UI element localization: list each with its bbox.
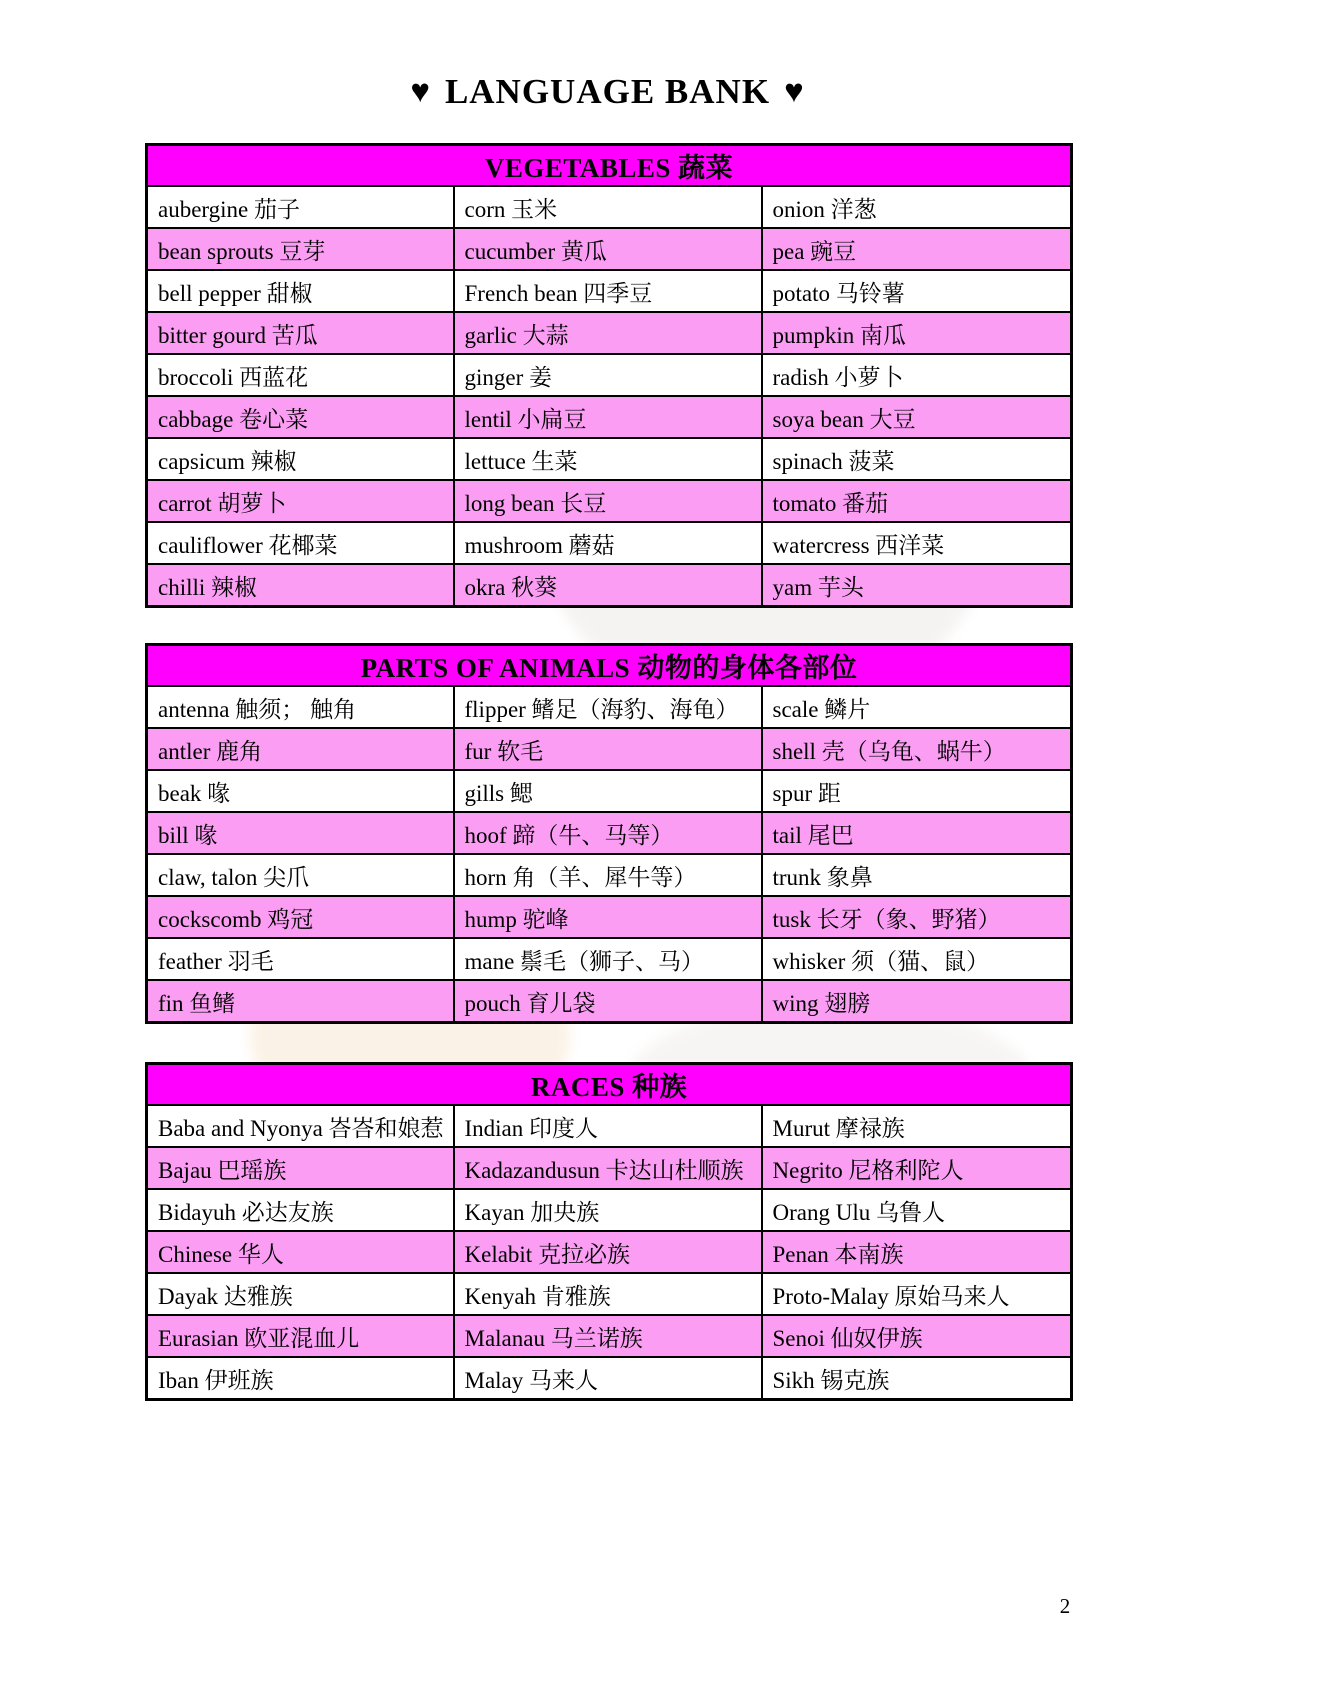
heart-left-icon: ♥ <box>410 74 431 110</box>
table-cell: French bean 四季豆 <box>454 270 762 312</box>
table-cell: tomato 番茄 <box>762 480 1072 522</box>
table-cell: trunk 象鼻 <box>762 854 1072 896</box>
table-row <box>147 480 1072 522</box>
table-cell: watercress 西洋菜 <box>762 522 1072 564</box>
table-cell: Dayak 达雅族 <box>147 1273 454 1315</box>
table-cell: wing 翅膀 <box>762 980 1072 1023</box>
table-cell: corn 玉米 <box>454 186 762 228</box>
table-cell: onion 洋葱 <box>762 186 1072 228</box>
table-cell: spinach 菠菜 <box>762 438 1072 480</box>
table-cell: hoof 蹄（牛、马等） <box>454 812 762 854</box>
table-parts-of-animals <box>145 643 1073 1024</box>
table-cell: Indian 印度人 <box>454 1105 762 1147</box>
table-vegetables <box>145 143 1073 608</box>
table-cell: Murut 摩禄族 <box>762 1105 1072 1147</box>
table-cell: Iban 伊班族 <box>147 1357 454 1400</box>
table-cell: Senoi 仙奴伊族 <box>762 1315 1072 1357</box>
table-cell: cucumber 黄瓜 <box>454 228 762 270</box>
table-cell: okra 秋葵 <box>454 564 762 607</box>
table-cell: feather 羽毛 <box>147 938 454 980</box>
table-cell: bitter gourd 苦瓜 <box>147 312 454 354</box>
table-cell: Malay 马来人 <box>454 1357 762 1400</box>
table-cell: bean sprouts 豆芽 <box>147 228 454 270</box>
table-title: PARTS OF ANIMALS 动物的身体各部位 <box>147 645 1072 687</box>
table-cell: Malanau 马兰诺族 <box>454 1315 762 1357</box>
table-cell: cauliflower 花椰菜 <box>147 522 454 564</box>
table-cell: pea 豌豆 <box>762 228 1072 270</box>
heart-right-icon: ♥ <box>784 74 805 110</box>
table-row <box>147 438 1072 480</box>
table-row <box>147 186 1072 228</box>
table-cell: cockscomb 鸡冠 <box>147 896 454 938</box>
table-cell: cabbage 卷心菜 <box>147 396 454 438</box>
table-cell: tusk 长牙（象、野猪） <box>762 896 1072 938</box>
table-row <box>147 1273 1072 1315</box>
table-cell: Negrito 尼格利陀人 <box>762 1147 1072 1189</box>
table-cell: horn 角（羊、犀牛等） <box>454 854 762 896</box>
table-cell: Chinese 华人 <box>147 1231 454 1273</box>
table-header-row <box>147 145 1072 187</box>
table-row <box>147 1189 1072 1231</box>
table-cell: Bidayuh 必达友族 <box>147 1189 454 1231</box>
table-cell: pumpkin 南瓜 <box>762 312 1072 354</box>
table-row <box>147 564 1072 607</box>
table-row <box>147 396 1072 438</box>
table-row <box>147 770 1072 812</box>
table-cell: antenna 触须； 触角 <box>147 686 454 728</box>
table-row <box>147 354 1072 396</box>
table-cell: pouch 育儿袋 <box>454 980 762 1023</box>
table-cell: Kenyah 肯雅族 <box>454 1273 762 1315</box>
table-row <box>147 522 1072 564</box>
page-title-text: LANGUAGE BANK <box>444 72 771 111</box>
table-header-row <box>147 645 1072 687</box>
table-cell: potato 马铃薯 <box>762 270 1072 312</box>
table-cell: broccoli 西蓝花 <box>147 354 454 396</box>
table-cell: fin 鱼鳍 <box>147 980 454 1023</box>
table-cell: antler 鹿角 <box>147 728 454 770</box>
table-row <box>147 728 1072 770</box>
table-cell: Kayan 加央族 <box>454 1189 762 1231</box>
table-row <box>147 896 1072 938</box>
table-cell: garlic 大蒜 <box>454 312 762 354</box>
page-number: 2 <box>1059 1594 1071 1618</box>
table-row <box>147 312 1072 354</box>
table-cell: mushroom 蘑菇 <box>454 522 762 564</box>
table-cell: Proto-Malay 原始马来人 <box>762 1273 1072 1315</box>
table-races <box>145 1062 1073 1401</box>
table-cell: scale 鳞片 <box>762 686 1072 728</box>
table-cell: soya bean 大豆 <box>762 396 1072 438</box>
table-row <box>147 812 1072 854</box>
table-cell: radish 小萝卜 <box>762 354 1072 396</box>
table-cell: Orang Ulu 乌鲁人 <box>762 1189 1072 1231</box>
table-row <box>147 854 1072 896</box>
table-row <box>147 1231 1072 1273</box>
table-row <box>147 938 1072 980</box>
table-cell: long bean 长豆 <box>454 480 762 522</box>
table-cell: fur 软毛 <box>454 728 762 770</box>
table-title: RACES 种族 <box>147 1064 1072 1106</box>
table-header-row <box>147 1064 1072 1106</box>
table-cell: ginger 姜 <box>454 354 762 396</box>
table-row <box>147 686 1072 728</box>
table-cell: Eurasian 欧亚混血儿 <box>147 1315 454 1357</box>
table-cell: Kelabit 克拉必族 <box>454 1231 762 1273</box>
table-row <box>147 1315 1072 1357</box>
table-cell: carrot 胡萝卜 <box>147 480 454 522</box>
table-cell: mane 鬃毛（狮子、马） <box>454 938 762 980</box>
table-cell: whisker 须（猫、鼠） <box>762 938 1072 980</box>
table-cell: bill 喙 <box>147 812 454 854</box>
table-cell: capsicum 辣椒 <box>147 438 454 480</box>
table-cell: Baba and Nyonya 峇峇和娘惹 <box>147 1105 454 1147</box>
table-cell: tail 尾巴 <box>762 812 1072 854</box>
table-row <box>147 1357 1072 1400</box>
table-cell: Kadazandusun 卡达山杜顺族 <box>454 1147 762 1189</box>
table-cell: spur 距 <box>762 770 1072 812</box>
table-row <box>147 1147 1072 1189</box>
table-cell: aubergine 茄子 <box>147 186 454 228</box>
table-cell: beak 喙 <box>147 770 454 812</box>
table-cell: shell 壳（乌龟、蜗牛） <box>762 728 1072 770</box>
table-cell: yam 芋头 <box>762 564 1072 607</box>
table-title: VEGETABLES 蔬菜 <box>147 145 1072 187</box>
table-cell: Bajau 巴瑶族 <box>147 1147 454 1189</box>
table-cell: bell pepper 甜椒 <box>147 270 454 312</box>
table-cell: lettuce 生菜 <box>454 438 762 480</box>
table-cell: chilli 辣椒 <box>147 564 454 607</box>
table-row <box>147 1105 1072 1147</box>
table-cell: gills 鳃 <box>454 770 762 812</box>
table-cell: lentil 小扁豆 <box>454 396 762 438</box>
table-cell: Penan 本南族 <box>762 1231 1072 1273</box>
table-cell: Sikh 锡克族 <box>762 1357 1072 1400</box>
table-cell: flipper 鳍足（海豹、海龟） <box>454 686 762 728</box>
table-row <box>147 980 1072 1023</box>
table-cell: hump 驼峰 <box>454 896 762 938</box>
table-cell: claw, talon 尖爪 <box>147 854 454 896</box>
table-row <box>147 228 1072 270</box>
table-row <box>147 270 1072 312</box>
page-title <box>145 72 1070 112</box>
